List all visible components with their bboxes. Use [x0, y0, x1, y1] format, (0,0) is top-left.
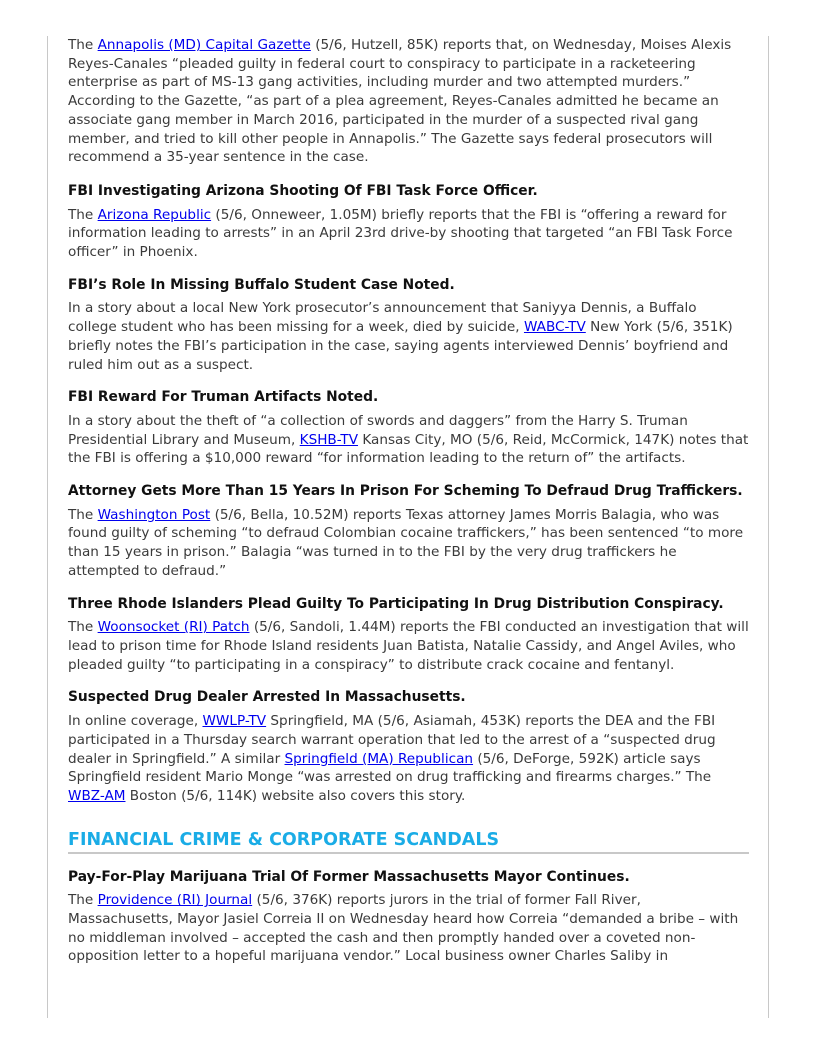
story-buffalo-student	[68, 276, 749, 375]
body-text: New York (5/6, 351K) briefly notes the FBI’s participation in the case, saying agents interviewed Dennis’ boyfriend and ruled him out as a suspect.	[68, 319, 733, 373]
story-headline: Suspected Drug Dealer Arrested In Massachusetts.	[68, 689, 466, 706]
body-text: (5/6, Sandoli, 1.44M) reports the FBI conducted an investigation that will lead to prison time for Rhode Island residents Juan Batista, Natalie Cassidy, and Angel Aviles, who pleaded guilty “to participating in a conspiracy” to distribute crack cocaine and fentanyl.	[68, 619, 749, 673]
story-body	[68, 891, 749, 966]
story-truman-artifacts	[68, 388, 749, 468]
source-link-woonsocket-patch[interactable]: Woonsocket (RI) Patch	[97, 619, 250, 636]
body-text: (5/6, DeForge, 592K) article says Springfield resident Mario Monge “was arrested on drug trafficking and firearms charges.” The	[68, 750, 712, 786]
story-body	[68, 712, 749, 806]
body-text: The	[68, 37, 98, 53]
body-text: Springfield, MA (5/6, Asiamah, 453K) reports the DEA and the FBI participated in a Thursday search warrant operation that led to the arrest of a “suspected drug dealer in Springfield.” A similar	[68, 713, 716, 767]
story-attorney-defraud	[68, 482, 749, 581]
source-link-springfield-republican[interactable]: Springfield (MA) Republican	[284, 750, 474, 767]
story-rhode-islanders	[68, 595, 749, 675]
body-text: (5/6, Onneweer, 1.05M) briefly reports that the FBI is “offering a reward for information leading to arrests” in an April 23rd drive-by shooting that targeted “an FBI Task Force officer” in Phoenix.	[68, 206, 733, 261]
story-arizona-shooting	[68, 182, 749, 262]
story-marijuana-trial	[68, 868, 749, 967]
source-link-kshb-tv[interactable]: KSHB-TV	[299, 431, 359, 448]
story-annapolis-ms13	[68, 36, 749, 167]
story-body	[68, 206, 749, 262]
source-link-providence-journal[interactable]: Providence (RI) Journal	[97, 892, 253, 909]
body-text: In a story about the theft of “a collection of swords and daggers” from the Harry S. Truman Presidential Library and Museum,	[68, 412, 688, 448]
body-text: The	[68, 619, 98, 636]
story-headline: FBI Investigating Arizona Shooting Of FBI Task Force Officer.	[68, 182, 538, 199]
story-headline: FBI’s Role In Missing Buffalo Student Case Noted.	[68, 276, 455, 293]
body-text: In a story about a local New York prosecutor’s announcement that Saniyya Dennis, a Buffalo college student who has been missing for a week, died by suicide,	[68, 300, 697, 336]
story-body	[68, 36, 749, 167]
source-link-wbz-am[interactable]: WBZ-AM	[68, 787, 126, 804]
source-link-wwlp-tv[interactable]: WWLP-TV	[202, 713, 267, 730]
body-text: The	[68, 206, 98, 223]
story-drug-dealer-massachusetts	[68, 688, 749, 805]
section-heading-financial-crime: FINANCIAL CRIME & CORPORATE SCANDALS	[68, 828, 749, 854]
story-headline: Attorney Gets More Than 15 Years In Prison For Scheming To Defraud Drug Traffickers.	[68, 483, 743, 500]
story-body	[68, 412, 749, 468]
story-headline: FBI Reward For Truman Artifacts Noted.	[68, 389, 379, 406]
body-text: The	[68, 506, 98, 523]
story-body	[68, 299, 749, 374]
body-text: (5/6, 376K) reports jurors in the trial of former Fall River, Massachusetts, Mayor Jasiel Correia II on Wednesday heard how Correia “demanded a bribe – with no middleman involved – accepted the cash and then promptly handed over a coveted non-opposition letter to a hopeful marijuana vendor.” Local business owner Charles Saliby in	[68, 892, 739, 965]
story-headline: Pay-For-Play Marijuana Trial Of Former Massachusetts Mayor Continues.	[68, 868, 630, 885]
newsletter-content	[68, 36, 749, 966]
source-link-arizona-republic[interactable]: Arizona Republic	[97, 206, 212, 223]
body-text: (5/6, Hutzell, 85K) reports that, on Wednesday, Moises Alexis Reyes-Canales “pleaded guilty in federal court to conspiracy to participate in a racketeering enterprise as part of MS-13 gang activities, including murder and two attempted murders.” According to the Gazette, “as part of a plea agreement, Reyes-Canales admitted he became an associate gang member in March 2016, participated in the murder of a suspected rival gang member, and tried to kill other people in Annapolis.” The Gazette says federal prosecutors will recommend a 35-year sentence in the case.	[68, 37, 732, 166]
body-text: In online coverage,	[68, 713, 203, 730]
story-body	[68, 618, 749, 674]
body-text: (5/6, Bella, 10.52M) reports Texas attorney James Morris Balagia, who was found guilty of scheming “to defraud Colombian cocaine traffickers,” has been sentenced “to more than 15 years in prison.” Balagia “was turned in to the FBI by the very drug traffickers he attempted to defraud.”	[68, 506, 744, 579]
source-link-washington-post[interactable]: Washington Post	[97, 506, 211, 523]
source-link-annapolis-capital-gazette[interactable]: Annapolis (MD) Capital Gazette	[97, 37, 311, 53]
body-text: The	[68, 892, 98, 909]
body-text: Kansas City, MO (5/6, Reid, McCormick, 147K) notes that the FBI is offering a $10,000 reward “for information leading to the return of” the artifacts.	[68, 431, 749, 467]
source-link-wabc-tv[interactable]: WABC-TV	[523, 319, 586, 336]
story-body	[68, 506, 749, 581]
body-text: Boston (5/6, 114K) website also covers this story.	[125, 787, 466, 804]
story-headline: Three Rhode Islanders Plead Guilty To Participating In Drug Distribution Conspiracy.	[68, 595, 724, 612]
